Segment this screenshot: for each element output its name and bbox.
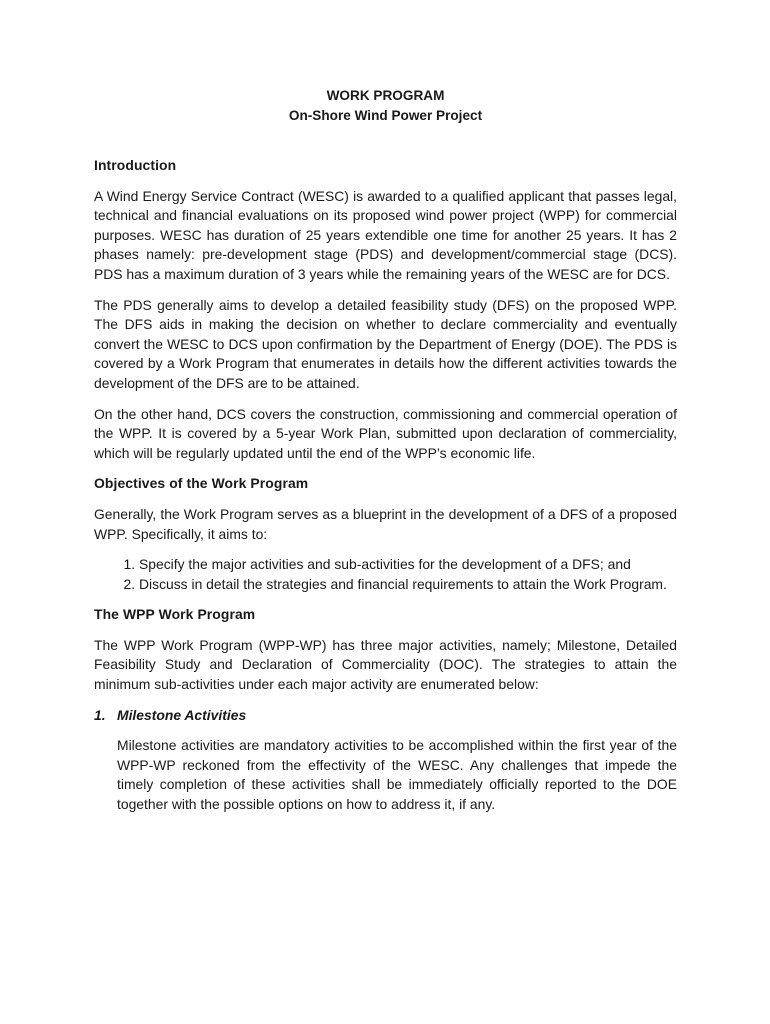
milestone-heading-text: Milestone Activities bbox=[117, 706, 247, 723]
milestone-heading bbox=[94, 706, 677, 726]
wpp-work-program-heading: The WPP Work Program bbox=[94, 606, 256, 623]
introduction-heading: Introduction bbox=[94, 157, 177, 173]
objectives-list-item: 1. Specify the major activities and sub-activities for the development of a DFS; and bbox=[139, 555, 677, 575]
introduction-paragraph-1: A Wind Energy Service Contract (WESC) is awarded to a qualified applicant that passes legal, technical and financial evaluations on its proposed wind power project (WPP) for commercial purposes. WESC has duration of 25 years extendible one time for another 25 years. It has 2 phases namely: pre-development stage (PDS) and development/commercial stage (DCS). PDS has a maximum duration of 3 years while the remaining years of the WESC are for DCS. bbox=[94, 187, 677, 282]
objectives-list bbox=[94, 555, 677, 594]
objectives-list-item: 2. Discuss in detail the strategies and financial requirements to attain the Work Program. bbox=[139, 575, 677, 595]
wpp-work-program-paragraph: The WPP Work Program (WPP-WP) has three major activities, namely; Milestone, Detailed Feasibility Study and Declaration of Commerciality (DOC). The strategies to attain the minimum sub-activities under each major activity are enumerated below: bbox=[94, 636, 677, 693]
objectives-heading: Objectives of the Work Program bbox=[94, 475, 309, 492]
introduction-paragraph-3: On the other hand, DCS covers the construction, commissioning and commercial operation of the WPP. It is covered by a 5-year Work Plan, submitted upon declaration of commerciality, which will be regularly updated until the end of the WPP’s economic life. bbox=[94, 405, 677, 461]
objectives-intro: Generally, the Work Program serves as a blueprint in the development of a DFS of a proposed WPP. Specifically, it aims to: bbox=[94, 505, 677, 542]
document-subtitle: On-Shore Wind Power Project bbox=[288, 108, 483, 123]
introduction-paragraph-2: The PDS generally aims to develop a detailed feasibility study (DFS) on the proposed WPP. The DFS aids in making the decision on whether to declare commerciality and eventually convert the WESC to DCS upon confirmation by the Department of Energy (DOE). The PDS is covered by a Work Program that enumerates in details how the different activities towards the development of the DFS are to be attained. bbox=[94, 296, 677, 391]
milestone-number: 1. bbox=[94, 706, 106, 723]
document-page bbox=[94, 86, 677, 826]
milestone-paragraph: Milestone activities are mandatory activities to be accomplished within the first year of the WPP-WP reckoned from the effectivity of the WESC. Any challenges that impede the timely completion of these activities shall be immediately officially reported to the DOE together with the possible options on how to address it, if any. bbox=[117, 737, 677, 813]
document-title: WORK PROGRAM bbox=[326, 88, 445, 103]
title-block bbox=[94, 86, 677, 126]
